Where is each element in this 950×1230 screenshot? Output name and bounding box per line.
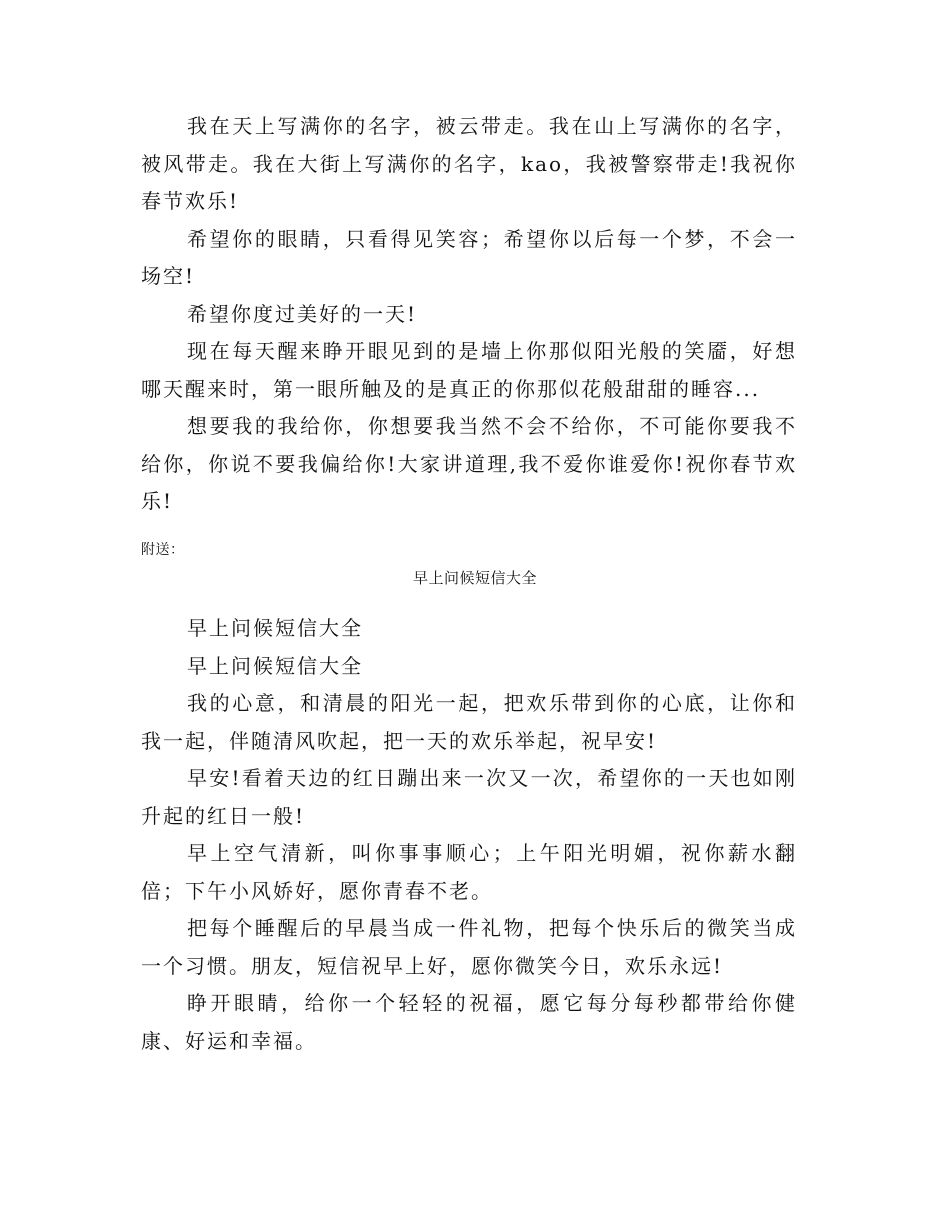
paragraph: 想要我的我给你，你想要我当然不会不给你，不可能你要我不给你，你说不要我偏给你!大家讲道理,我不爱你谁爱你!祝你春节欢乐! — [141, 414, 797, 513]
appendix-label: 附送： — [141, 542, 185, 558]
paragraph: 早上问候短信大全 — [187, 653, 363, 678]
paragraph: 我的心意，和清晨的阳光一起，把欢乐带到你的心底，让你和我一起，伴随清风吹起，把一天的欢乐举起，祝早安! — [141, 691, 797, 753]
paragraph: 我在天上写满你的名字，被云带走。我在山上写满你的名字，被风带走。我在大街上写满你的名字，kao，我被警察带走!我祝你春节欢乐! — [141, 114, 797, 213]
paragraph: 希望你度过美好的一天! — [187, 301, 418, 326]
greetings-section — [141, 108, 797, 521]
section-title: 早上问候短信大全 — [412, 569, 537, 587]
paragraph: 早安!看着天边的红日蹦出来一次又一次，希望你的一天也如刚升起的红日一般! — [141, 766, 797, 828]
morning-messages-section — [141, 610, 797, 1060]
paragraph: 早上问候短信大全 — [187, 616, 363, 640]
paragraph: 睁开眼睛，给你一个轻轻的祝福，愿它每分每秒都带给你健康、好运和幸福。 — [141, 991, 797, 1053]
paragraph: 早上空气清新，叫你事事顺心；上午阳光明媚，祝你薪水翻倍；下午小风娇好，愿你青春不老。 — [141, 841, 797, 903]
paragraph: 希望你的眼睛，只看得见笑容；希望你以后每一个梦，不会一场空! — [141, 226, 797, 288]
paragraph: 把每个睡醒后的早晨当成一件礼物，把每个快乐后的微笑当成一个习惯。朋友，短信祝早上好，愿你微笑今日，欢乐永远! — [141, 916, 797, 978]
paragraph: 现在每天醒来睁开眼见到的是墙上你那似阳光般的笑靥，好想哪天醒来时，第一眼所触及的是真正的你那似花般甜甜的睡容... — [141, 339, 797, 401]
